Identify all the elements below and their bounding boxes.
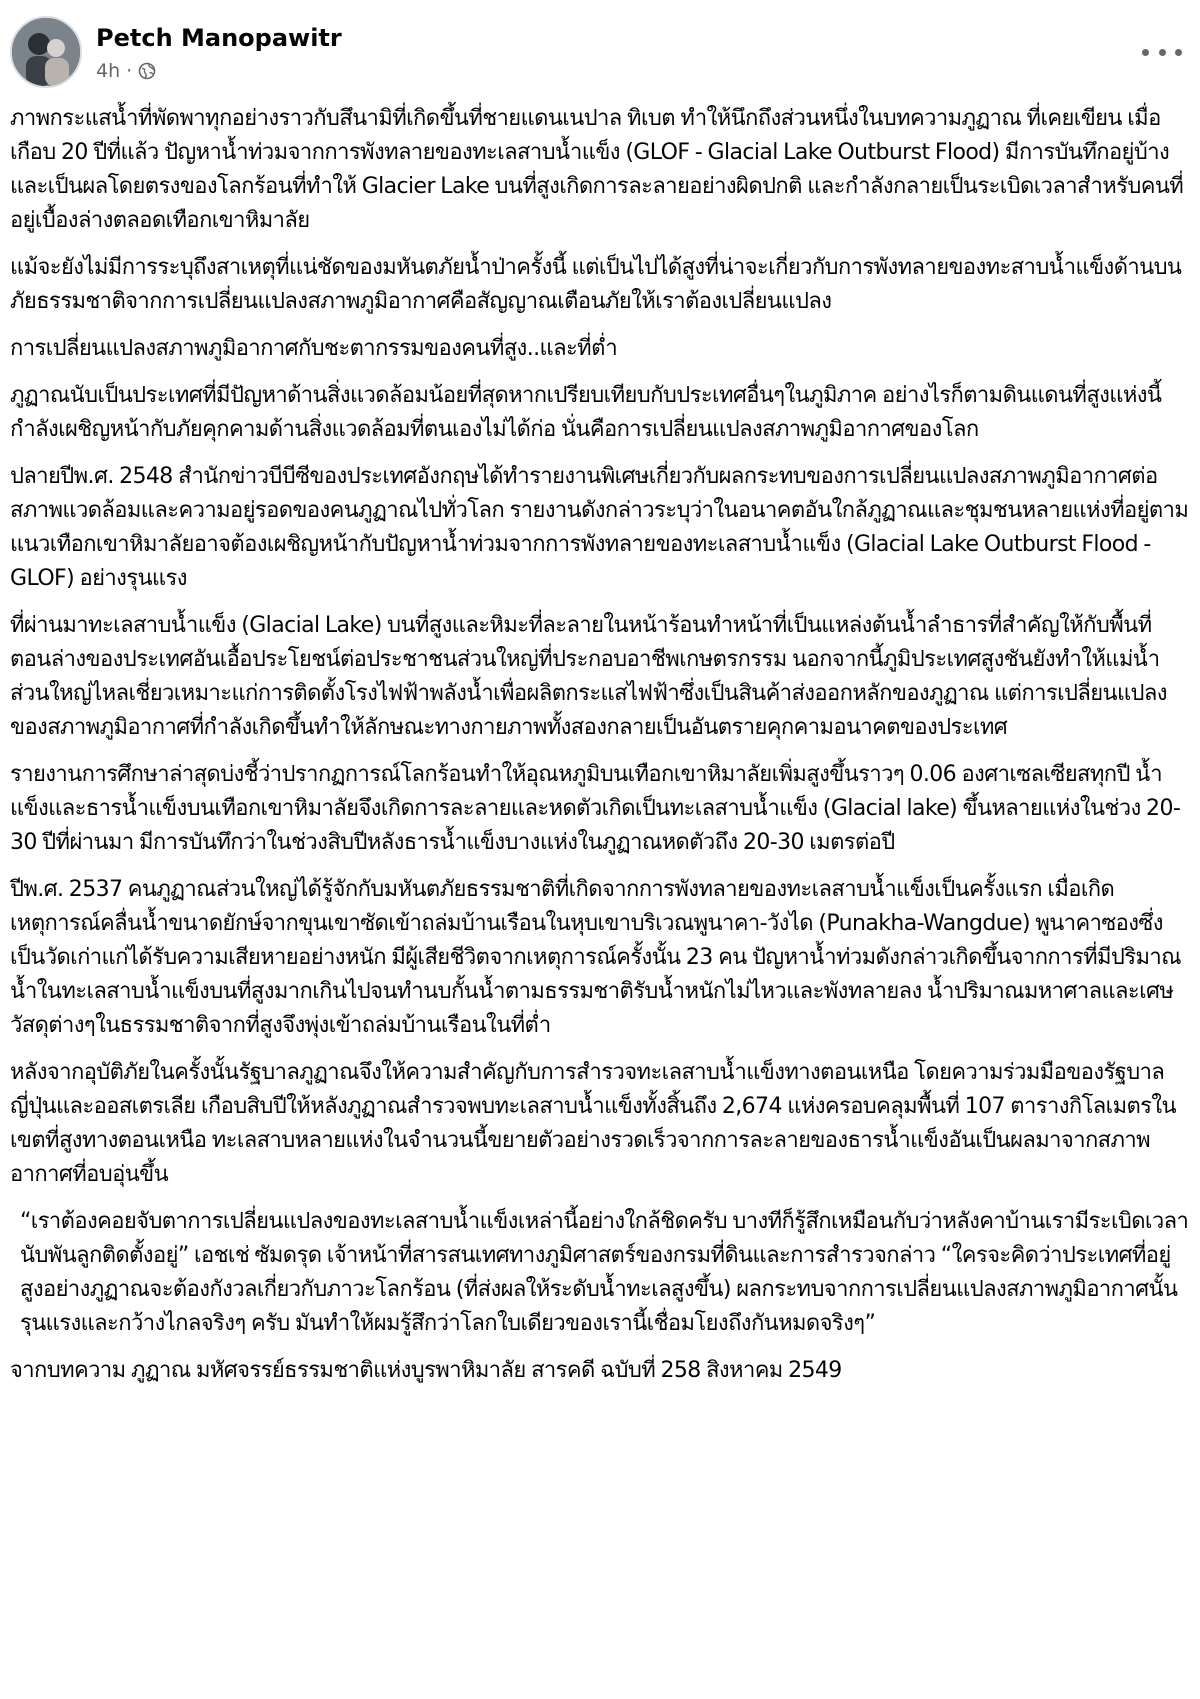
more-options-icon[interactable] [1142, 40, 1182, 64]
post-paragraph: แม้จะยังไม่มีการระบุถึงสาเหตุที่แน่ชัดของมหันตภัยน้ำป่าครั้งนี้ แต่เป็นไปได้สูงที่น่าจะเกี่ยวกับการพังทลายของทะสาบน้ำแข็งด้านบน ภัยธรรมชาติจากการเปลี่ยนแปลงสภาพภูมิอากาศคือสัญญาณเตือนภัยให้เราต้องเปลี่ยนแปลง [10, 255, 1182, 314]
meta-separator: · [126, 60, 133, 82]
author-avatar[interactable] [10, 16, 82, 88]
post-body [10, 102, 1190, 1401]
post-paragraph: ปลายปีพ.ศ. 2548 สำนักข่าวบีบีซีของประเทศอังกฤษได้ทำรายงานพิเศษเกี่ยวกับผลกระทบของการเปลี่ยนแปลงสภาพภูมิอากาศต่อสภาพแวดล้อมและความอยู่รอดของคนภูฏาณไปทั่วโลก รายงานดังกล่าวระบุว่าในอนาคตอันใกล้ภูฏาณและชุมชนหลายแห่งที่อยู่ตามแนวเทือกเขาหิมาลัยอาจต้องเผชิญหน้ากับปัญหาน้ำท่วมจากการพังทลายของทะเลสาบน้ำแข็ง (Glacial Lake Outburst Flood - GLOF) อย่างรุนแรง [10, 464, 1189, 591]
post-meta [96, 60, 156, 82]
post-paragraph: ปีพ.ศ. 2537 คนภูฏาณส่วนใหญ่ได้รู้จักกับมหันตภัยธรรมชาติที่เกิดจากการพังทลายของทะเลสาบน้ำแข็งเป็นครั้งแรก เมื่อเกิดเหตุการณ์คลื่นน้ำขนาดยักษ์จากขุนเขาซัดเข้าถล่มบ้านเรือนในหุบเขาบริเวณพูนาคา-วังได (Punakha-Wangdue) พูนาคาซองซึ่งเป็นวัดเก่าแก่ได้รับความเสียหายอย่างหนัก มีผู้เสียชีวิตจากเหตุการณ์ครั้งนั้น 23 คน ปัญหาน้ำท่วมดังกล่าวเกิดขึ้นจากการที่มีปริมาณน้ำในทะเลสาบน้ำแข็งบนที่สูงมากเกินไปจนทำนบกั้นน้ำตามธรรมชาติรับน้ำหนักไม่ไหวและพังทลายลง น้ำปริมาณมหาศาลและเศษวัสดุต่างๆในธรรมชาติจากที่สูงจึงพุ่งเข้าถล่มบ้านเรือนในที่ต่ำ [10, 877, 1181, 1038]
post-header [10, 16, 1190, 96]
post-paragraph: หลังจากอุบัติภัยในครั้งนั้นรัฐบาลภูฏาณจึงให้ความสำคัญกับการสำรวจทะเลสาบน้ำแข็งทางตอนเหนือ โดยความร่วมมือของรัฐบาลญี่ปุ่นและออสเตรเลีย เกือบสิบปีให้หลังภูฏาณสำรวจพบทะเลสาบน้ำแข็งทั้งสิ้นถึง 2,674 แห่งครอบคลุมพื้นที่ 107 ตารางกิโลเมตรในเขตที่สูงทางตอนเหนือ ทะเลสาบหลายแห่งในจำนวนนี้ขยายตัวอย่างรวดเร็วจากการละลายของธารน้ำแข็งอันเป็นผลมาจากสภาพอากาศที่อบอุ่นขึ้น [10, 1060, 1176, 1187]
post-paragraph: รายงานการศึกษาล่าสุดบ่งชี้ว่าปรากฏการณ์โลกร้อนทำให้อุณหภูมิบนเทือกเขาหิมาลัยเพิ่มสูงขึ้นราวๆ 0.06 องศาเซลเซียสทุกปี น้ำแข็งและธารน้ำแข็งบนเทือกเขาหิมาลัยจึงเกิดการละลายและหดตัวเกิดเป็นทะเลสาบน้ำแข็ง (Glacial lake) ขึ้นหลายแห่งในช่วง 20-30 ปีที่ผ่านมา มีการบันทึกว่าในช่วงสิบปีหลังธารน้ำแข็งบางแห่งในภูฏาณหดตัวถึง 20-30 เมตรต่อปี [10, 762, 1181, 855]
post-source-credit: จากบทความ ภูฏาณ มหัศจรรย์ธรรมชาติแห่งบูรพาหิมาลัย สารคดี ฉบับที่ 258 สิงหาคม 2549 [10, 1358, 842, 1383]
avatar-photo [12, 18, 80, 86]
author-name[interactable]: Petch Manopawitr [96, 24, 342, 52]
post-paragraph: ภูฏาณนับเป็นประเทศที่มีปัญหาด้านสิ่งแวดล้อมน้อยที่สุดหากเปรียบเทียบกับประเทศอื่นๆในภูมิภาค อย่างไรก็ตามดินแดนที่สูงแห่งนี้กำลังเผชิญหน้ากับภัยคุกคามด้านสิ่งแวดล้อมที่ตนเองไม่ได้ก่อ นั่นคือการเปลี่ยนแปลงสภาพภูมิอากาศของโลก [10, 383, 1162, 442]
globe-icon[interactable] [138, 62, 156, 80]
post-time[interactable]: 4h [96, 60, 121, 82]
more-dot [1175, 49, 1182, 56]
post-paragraph: ที่ผ่านมาทะเลสาบน้ำแข็ง (Glacial Lake) บนที่สูงและหิมะที่ละลายในหน้าร้อนทำหน้าที่เป็นแหล่งต้นน้ำลำธารที่สำคัญให้กับพื้นที่ตอนล่างของประเทศอันเอื้อประโยชน์ต่อประชาชนส่วนใหญ่ที่ประกอบอาชีพเกษตรกรรม นอกจากนี้ภูมิประเทศสูงชันยังทำให้แม่น้ำส่วนใหญ่ไหลเชี่ยวเหมาะแก่การติดตั้งโรงไฟฟ้าพลังน้ำเพื่อผลิตกระแสไฟฟ้าซึ่งเป็นสินค้าส่งออกหลักของภูฏาณ แต่การเปลี่ยนแปลงของสภาพภูมิอากาศที่กำลังเกิดขึ้นทำให้ลักษณะทางกายภาพทั้งสองกลายเป็นอันตรายคุกคามอนาคตของประเทศ [10, 613, 1167, 740]
post-paragraph: ภาพกระแสน้ำที่พัดพาทุกอย่างราวกับสึนามิที่เกิดขึ้นที่ชายแดนเนปาล ทิเบต ทำให้นึกถึงส่วนหนึ่งในบทความภูฏาณ ที่เคยเขียน เมื่อเกือบ 20 ปีที่แล้ว ปัญหาน้ำท่วมจากการพังทลายของทะเลสาบน้ำแข็ง (GLOF - Glacial Lake Outburst Flood) มีการบันทึกอยู่บ้าง และเป็นผลโดยตรงของโลกร้อนที่ทำให้ Glacier Lake บนที่สูงเกิดการละลายอย่างผิดปกติ และกำลังกลายเป็นระเบิดเวลาสำหรับคนที่อยู่เบื้องล่างตลอดเทือกเขาหิมาลัย [10, 106, 1184, 233]
post-paragraph: การเปลี่ยนแปลงสภาพภูมิอากาศกับชะตากรรมของคนที่สูง..และที่ต่ำ [10, 336, 618, 361]
more-dot [1159, 49, 1166, 56]
more-dot [1142, 49, 1149, 56]
post-quote-paragraph: “เราต้องคอยจับตาการเปลี่ยนแปลงของทะเลสาบน้ำแข็งเหล่านี้อย่างใกล้ชิดครับ บางทีก็รู้สึกเหมือนกับว่าหลังคาบ้านเรามีระเบิดเวลานับพันลูกติดตั้งอยู่” เอชเช่ ซัมดรุด เจ้าหน้าที่สารสนเทศทางภูมิศาสตร์ของกรมที่ดินและการสำรวจกล่าว “ใครจะคิดว่าประเทศที่อยู่สูงอย่างภูฏาณจะต้องกังวลเกี่ยวกับภาวะโลกร้อน (ที่ส่งผลให้ระดับน้ำทะเลสูงขึ้น) ผลกระทบจากการเปลี่ยนแปลงสภาพภูมิอากาศนั้นรุนแรงและกว้างไกลจริงๆ ครับ มันทำให้ผมรู้สึกว่าโลกใบเดียวของเรานี้เชื่อมโยงถึงกันหมดจริงๆ” [20, 1209, 1189, 1336]
